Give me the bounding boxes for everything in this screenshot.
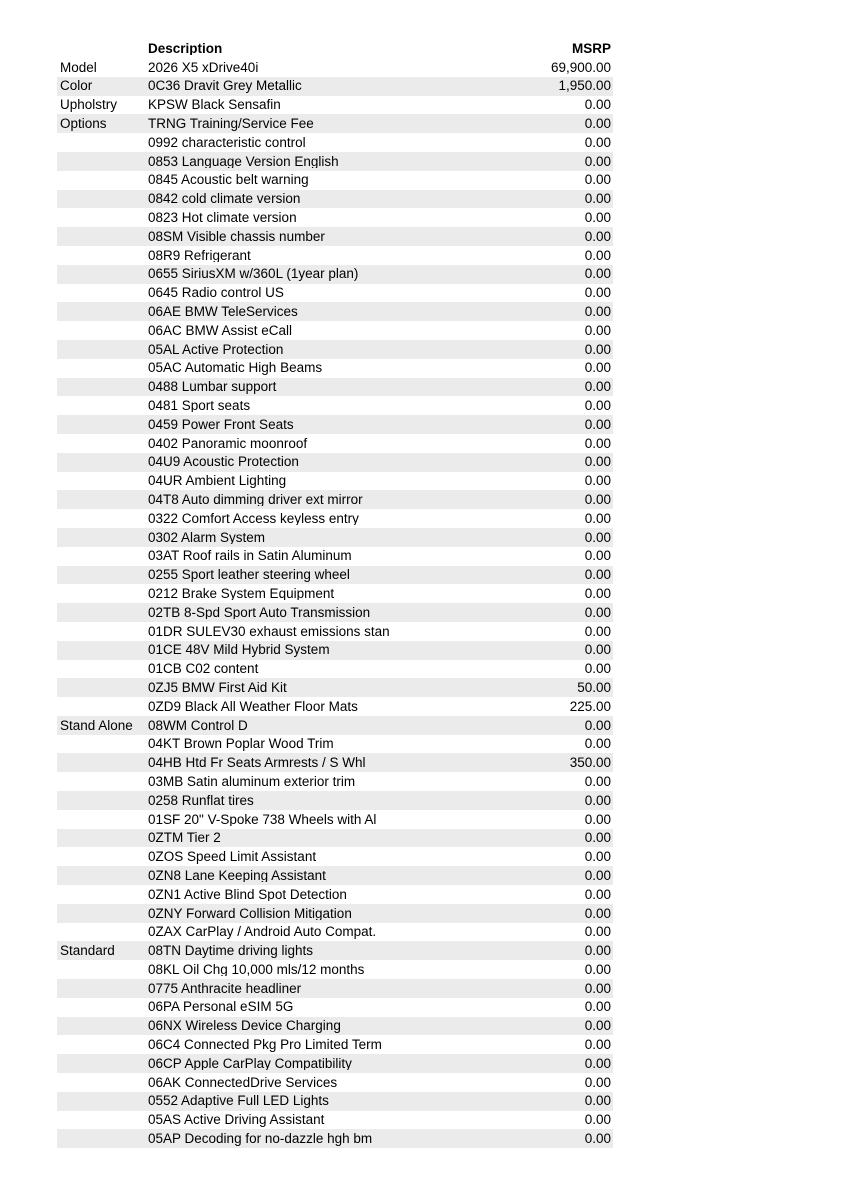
description-cell: 0302 Alarm System [148,530,266,545]
msrp-cell: 0.00 [584,1113,611,1127]
msrp-cell: 0.00 [584,549,611,563]
msrp-cell: 0.00 [584,436,611,451]
msrp-cell: 0.00 [584,1000,611,1014]
description-cell: 0645 Radio control US [148,286,284,300]
description-cell: 01DR SULEV30 exhaust emissions stan [148,624,390,639]
description-cell: 02TB 8-Spd Sport Auto Transmission [148,605,371,620]
table-row [57,697,613,716]
table-row [57,434,613,453]
msrp-cell: 0.00 [584,962,611,977]
msrp-cell: 0.00 [584,323,611,338]
msrp-cell: 225.00 [569,699,611,714]
msrp-cell: 0.00 [584,793,611,808]
description-cell: 0459 Power Front Seats [148,417,294,432]
table-row [57,152,613,171]
msrp-cell: 0.00 [584,906,611,920]
description-cell: 0ZOS Speed Limit Assistant [148,850,317,864]
msrp-cell: 0.00 [584,718,611,733]
description-cell: 0845 Acoustic belt warning [148,173,309,187]
category-cell: Color [60,79,93,93]
table-row [57,246,613,265]
msrp-cell: 0.00 [584,850,611,864]
category-cell: Options [60,117,107,131]
description-cell: 0853 Language Version English [148,154,339,169]
description-cell: 2026 X5 xDrive40i [148,60,259,75]
description-cell: TRNG Training/Service Fee [148,117,314,131]
table-row [57,96,613,115]
msrp-cell: 0.00 [584,98,611,112]
description-cell: 0842 cold climate version [148,192,301,206]
msrp-cell: 0.00 [584,211,611,225]
table-row [57,960,613,979]
description-cell: 05AP Decoding for no-dazzle hgh bm [148,1132,373,1146]
table-row [57,810,613,829]
description-cell: 05AL Active Protection [148,342,284,357]
msrp-cell: 0.00 [584,812,611,827]
table-row [57,528,613,547]
table-row [57,490,613,509]
table-row [57,1017,613,1036]
table-row [57,791,613,810]
table-row [57,284,613,303]
description-cell: 0481 Sport seats [148,398,251,413]
msrp-cell: 0.00 [584,605,611,620]
table-row [57,904,613,923]
table-row [57,998,613,1017]
description-cell: 01CB C02 content [148,662,259,676]
description-cell: 08TN Daytime driving lights [148,944,314,958]
table-row [57,1092,613,1111]
msrp-cell: 0.00 [584,417,611,432]
table-row [57,1073,613,1092]
description-cell: 04UR Ambient Lighting [148,474,287,488]
table-row [57,716,613,735]
msrp-cell: 0.00 [584,1019,611,1033]
table-row [57,472,613,491]
description-cell: 0ZD9 Black All Weather Floor Mats [148,699,358,714]
category-cell: Upholstry [60,98,118,112]
msrp-cell: 0.00 [584,868,611,883]
msrp-cell: 0.00 [584,1075,611,1090]
description-cell: 0ZAX CarPlay / Android Auto Compat. [148,925,377,939]
msrp-cell: 0.00 [584,305,611,319]
msrp-cell: 0.00 [584,135,611,150]
table-row [57,171,613,190]
table-row [57,735,613,754]
msrp-cell: 0.00 [584,342,611,357]
msrp-cell: 0.00 [584,586,611,601]
table-row [57,509,613,528]
msrp-cell: 0.00 [584,1094,611,1108]
table-row [57,885,613,904]
table-row [57,133,613,152]
description-cell: 01CE 48V Mild Hybrid System [148,643,330,657]
table-row [57,227,613,246]
table-row [57,847,613,866]
description-cell: 0ZJ5 BMW First Aid Kit [148,680,287,695]
msrp-cell: 0.00 [584,643,611,657]
description-cell: 0C36 Dravit Grey Metallic [148,79,302,93]
msrp-cell: 0.00 [584,774,611,789]
table-row [57,772,613,791]
table-row [57,359,613,378]
description-cell: 06AE BMW TeleServices [148,305,298,319]
description-cell: 0322 Comfort Access keyless entry [148,511,359,526]
table-row [57,415,613,434]
table-row [57,114,613,133]
vehicle-options-table [57,39,613,1148]
table-row [57,1129,613,1148]
msrp-cell: 0.00 [584,944,611,958]
msrp-cell: 0.00 [584,624,611,639]
table-row [57,340,613,359]
description-cell: 06CP Apple CarPlay Compatibility [148,1056,352,1071]
msrp-cell: 0.00 [584,229,611,244]
msrp-cell: 0.00 [584,1132,611,1146]
msrp-cell: 0.00 [584,981,611,996]
description-cell: 04T8 Auto dimming driver ext mirror [148,492,363,507]
description-column-header: Description [148,41,223,56]
description-cell: 04HB Htd Fr Seats Armrests / S Whl [148,756,366,770]
description-cell: 0ZN8 Lane Keeping Assistant [148,868,326,883]
msrp-cell: 0.00 [584,511,611,526]
description-cell: 06AC BMW Assist eCall [148,323,293,338]
msrp-cell: 0.00 [584,154,611,169]
description-cell: KPSW Black Sensafin [148,98,281,112]
description-cell: 0488 Lumbar support [148,380,277,394]
table-row [57,1054,613,1073]
description-cell: 06AK ConnectedDrive Services [148,1075,338,1090]
msrp-cell: 0.00 [584,1056,611,1071]
msrp-cell: 0.00 [584,1038,611,1052]
msrp-cell: 0.00 [584,474,611,488]
description-cell: 05AS Active Driving Assistant [148,1113,325,1127]
description-cell: 0992 characteristic control [148,135,306,150]
description-cell: 08KL Oil Chg 10,000 mls/12 months [148,962,365,977]
description-cell: 08WM Control D [148,718,248,733]
options-table-body [57,58,613,1148]
table-row [57,622,613,641]
msrp-cell: 50.00 [577,680,611,695]
table-row [57,1035,613,1054]
table-row [57,829,613,848]
description-cell: 0655 SiriusXM w/360L (1year plan) [148,267,359,281]
table-row [57,396,613,415]
table-row [57,660,613,679]
table-row [57,566,613,585]
description-cell: 03AT Roof rails in Satin Aluminum [148,549,352,563]
description-cell: 0ZN1 Active Blind Spot Detection [148,887,347,902]
msrp-cell: 0.00 [584,398,611,413]
table-row [57,302,613,321]
description-cell: 0823 Hot climate version [148,211,297,225]
msrp-cell: 0.00 [584,286,611,300]
msrp-cell: 0.00 [584,455,611,469]
description-cell: 03MB Satin aluminum exterior trim [148,774,356,789]
table-row [57,866,613,885]
table-row [57,603,613,622]
description-cell: 05AC Automatic High Beams [148,361,323,375]
msrp-cell: 0.00 [584,492,611,507]
description-cell: 06PA Personal eSIM 5G [148,1000,294,1014]
description-cell: 0258 Runflat tires [148,793,254,808]
description-cell: 08R9 Refrigerant [148,248,251,263]
msrp-cell: 0.00 [584,530,611,545]
table-row [57,58,613,77]
description-cell: 0775 Anthracite headliner [148,981,302,996]
msrp-cell: 69,900.00 [550,60,611,75]
description-cell: 0255 Sport leather steering wheel [148,568,350,582]
table-row [57,208,613,227]
description-cell: 0ZNY Forward Collision Mitigation [148,906,352,920]
table-row [57,753,613,772]
table-row [57,923,613,942]
table-row [57,321,613,340]
msrp-cell: 0.00 [584,662,611,676]
table-row [57,77,613,96]
description-cell: 06C4 Connected Pkg Pro Limited Term [148,1038,382,1052]
msrp-cell: 0.00 [584,173,611,187]
msrp-cell: 0.00 [584,737,611,751]
msrp-cell: 0.00 [584,192,611,206]
table-row [57,378,613,397]
table-row [57,584,613,603]
description-cell: 04U9 Acoustic Protection [148,455,299,469]
table-row [57,265,613,284]
table-row [57,641,613,660]
msrp-cell: 0.00 [584,887,611,902]
table-row [57,678,613,697]
description-cell: 0212 Brake System Equipment [148,586,335,601]
msrp-cell: 0.00 [584,831,611,845]
msrp-cell: 1,950.00 [558,79,611,93]
table-row [57,453,613,472]
table-row [57,1111,613,1130]
msrp-cell: 0.00 [584,380,611,394]
msrp-cell: 350.00 [569,756,611,770]
msrp-cell: 0.00 [584,568,611,582]
msrp-cell: 0.00 [584,117,611,131]
msrp-cell: 0.00 [584,361,611,375]
category-cell: Model [60,60,97,75]
table-row [57,941,613,960]
description-cell: 0402 Panoramic moonroof [148,436,308,451]
table-header-row [57,39,613,58]
category-cell: Stand Alone [60,718,133,733]
table-row [57,190,613,209]
msrp-cell: 0.00 [584,925,611,939]
description-cell: 0ZTM Tier 2 [148,831,221,845]
description-cell: 08SM Visible chassis number [148,229,325,244]
description-cell: 06NX Wireless Device Charging [148,1019,341,1033]
table-row [57,547,613,566]
table-row [57,979,613,998]
description-cell: 01SF 20" V-Spoke 738 Wheels with Al [148,812,377,827]
category-cell: Standard [60,944,115,958]
msrp-cell: 0.00 [584,267,611,281]
msrp-cell: 0.00 [584,248,611,263]
msrp-column-header: MSRP [571,41,611,56]
description-cell: 04KT Brown Poplar Wood Trim [148,737,334,751]
description-cell: 0552 Adaptive Full LED Lights [148,1094,329,1108]
